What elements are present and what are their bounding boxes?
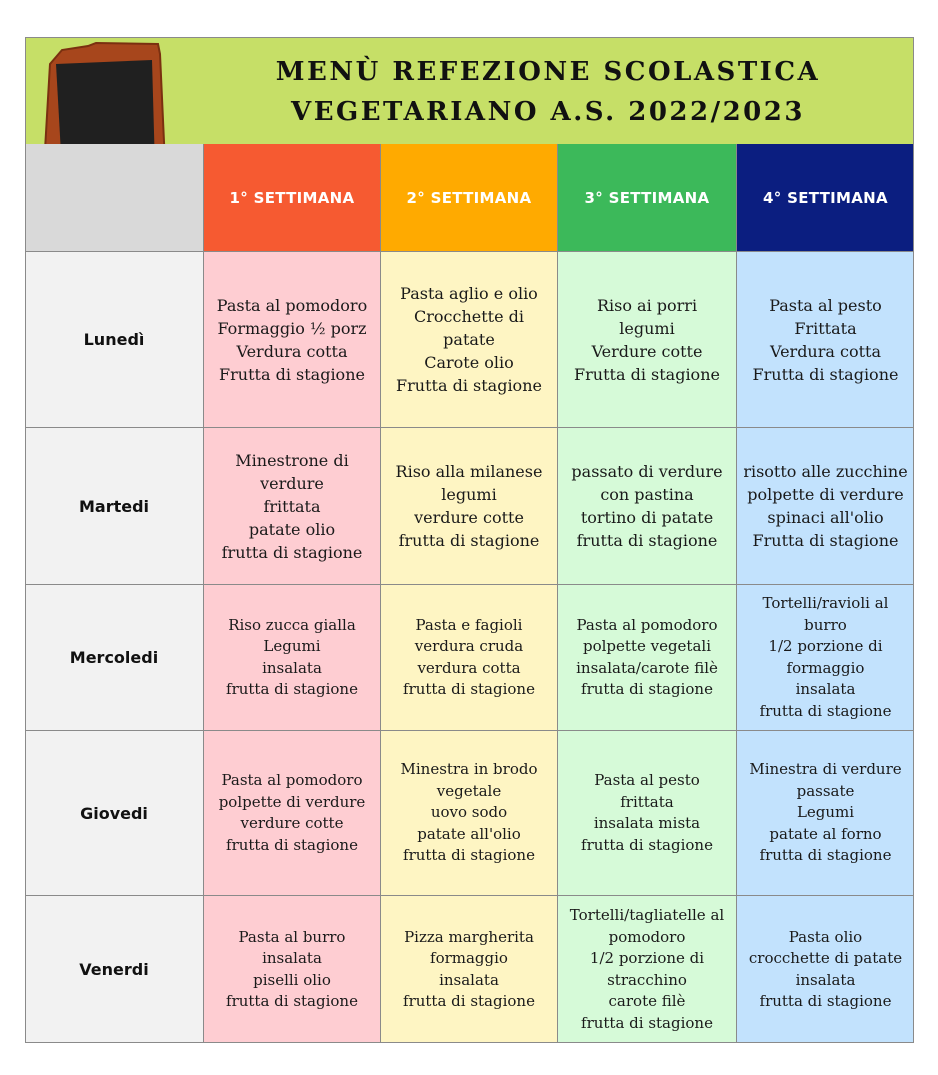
menu-item: frutta di stagione: [226, 992, 358, 1010]
week-header-3: 3° SETTIMANA: [557, 144, 736, 251]
menu-item: risotto alle zucchine: [743, 462, 908, 481]
menu-item: 1/2 porzione di: [768, 637, 883, 655]
menu-item: formaggio: [430, 949, 508, 967]
menu-item: patate all'olio: [417, 824, 521, 843]
menu-item: stracchino: [607, 970, 687, 989]
menu-item: 1/2 porzione di: [589, 949, 705, 967]
menu-item: insalata mista: [593, 814, 701, 832]
menu-item: piselli olio: [253, 970, 331, 989]
menu-item: patate: [443, 330, 495, 349]
menu-item: frutta di stagione: [581, 835, 713, 854]
menu-item: verdure cotte: [240, 814, 344, 832]
menu-item: Minestra di verdure: [749, 760, 902, 779]
menu-item: frutta di stagione: [403, 992, 535, 1010]
week-header-1: 1° SETTIMANA: [203, 144, 380, 251]
menu-item: Pasta al pomodoro: [216, 295, 368, 315]
menu-item: insalata: [795, 680, 856, 698]
menu-item: frutta di stagione: [759, 846, 892, 865]
day-label: Martedi: [25, 427, 203, 584]
menu-item: vegetale: [436, 781, 502, 800]
menu-item: verdura cruda: [414, 637, 524, 655]
menu-item: Riso zucca gialla: [228, 615, 356, 634]
menu-item: frittata: [263, 496, 321, 516]
menu-item: insalata: [795, 970, 856, 989]
menu-item: verdure cotte: [414, 508, 524, 527]
title-line-1: MENÙ REFEZIONE SCOLASTICA: [275, 57, 821, 87]
title-line-2: VEGETARIANO A.S. 2022/2023: [291, 97, 805, 127]
menu-item: Minestra in brodo: [400, 760, 538, 779]
menu-item: polpette di verdure: [218, 792, 366, 811]
menu-item: Tortelli/ravioli al: [762, 594, 889, 612]
menu-item: patate al forno: [769, 824, 882, 843]
menu-item: burro: [804, 615, 847, 634]
menu-item: polpette di verdure: [747, 485, 904, 504]
menu-item: Verdure cotte: [591, 341, 703, 361]
menu-item: frutta di stagione: [759, 992, 892, 1010]
menu-item: frittata: [620, 792, 674, 811]
menu-item: Riso ai porri: [596, 295, 698, 315]
menu-item: frutta di stagione: [221, 542, 363, 562]
menu-item: insalata: [262, 658, 322, 677]
week-header-2: 2° SETTIMANA: [380, 144, 557, 251]
menu-item: crocchette di patate: [748, 949, 903, 967]
menu-item: passato di verdure: [571, 462, 723, 481]
day-label: Lunedì: [25, 251, 203, 427]
menu-item: frutta di stagione: [403, 680, 535, 698]
table-border: [25, 37, 914, 1043]
menu-item: tortino di patate: [580, 508, 714, 527]
menu-item: Pasta al pomodoro: [221, 771, 363, 789]
menu-item: Riso alla milanese: [395, 462, 543, 481]
menu-item: legumi: [441, 485, 497, 504]
menu-item: Verdura cotta: [769, 341, 881, 361]
menu-item: legumi: [619, 318, 675, 338]
week-header-4: 4° SETTIMANA: [736, 144, 914, 251]
day-label: Venerdi: [25, 895, 203, 1043]
menu-item: insalata: [439, 970, 499, 989]
menu-item: frutta di stagione: [759, 701, 892, 720]
day-label: Giovedi: [25, 730, 203, 895]
menu-item: Frutta di stagione: [752, 531, 899, 550]
menu-item: Tortelli/tagliatelle al: [569, 906, 725, 924]
menu-item: uovo sodo: [430, 803, 508, 822]
menu-item: Crocchette di: [414, 307, 524, 326]
menu-item: con pastina: [600, 485, 694, 504]
menu-item: spinaci all'olio: [767, 508, 884, 527]
menu-item: insalata: [262, 949, 322, 967]
menu-item: Pasta al pomodoro: [576, 615, 718, 634]
menu-item: Pasta al pesto: [594, 771, 700, 789]
menu-item: formaggio: [786, 658, 865, 677]
menu-item: Verdura cotta: [236, 341, 348, 361]
menu-item: Frittata: [794, 318, 857, 338]
menu-item: Pizza margherita: [404, 927, 534, 946]
menu-item: Carote olio: [424, 353, 514, 372]
menu-item: Pasta aglio e olio: [400, 284, 538, 303]
menu-item: patate olio: [248, 519, 336, 539]
menu-item: Pasta al pesto: [769, 295, 882, 315]
menu-item: Formaggio ½ porz: [217, 318, 367, 338]
menu-item: frutta di stagione: [226, 835, 358, 854]
menu-item: frutta di stagione: [398, 531, 540, 550]
menu-item: frutta di stagione: [403, 846, 535, 865]
menu-item: frutta di stagione: [581, 1013, 713, 1032]
menu-item: verdura cotta: [417, 658, 521, 677]
menu-item: passate: [796, 781, 855, 800]
menu-item: Legumi: [796, 803, 855, 822]
menu-item: frutta di stagione: [581, 680, 713, 698]
menu-item: polpette vegetali: [582, 637, 711, 655]
menu-item: frutta di stagione: [576, 531, 718, 550]
menu-item: Pasta olio: [788, 927, 863, 946]
menu-item: Frutta di stagione: [752, 364, 899, 384]
menu-item: Frutta di stagione: [574, 364, 720, 384]
menu-item: carote filè: [608, 992, 686, 1010]
menu-item: verdure: [260, 473, 324, 493]
menu-item: Legumi: [263, 637, 321, 655]
menu-item: Frutta di stagione: [396, 376, 542, 395]
menu-item: frutta di stagione: [226, 680, 358, 698]
menu-item: Frutta di stagione: [219, 364, 365, 384]
menu-item: insalata/carote filè: [576, 658, 718, 677]
menu-item: Pasta al burro: [238, 927, 346, 946]
menu-item: pomodoro: [608, 927, 686, 946]
day-label: Mercoledi: [25, 584, 203, 730]
menu-item: Pasta e fagioli: [415, 615, 523, 634]
menu-item: Minestrone di: [235, 450, 349, 470]
